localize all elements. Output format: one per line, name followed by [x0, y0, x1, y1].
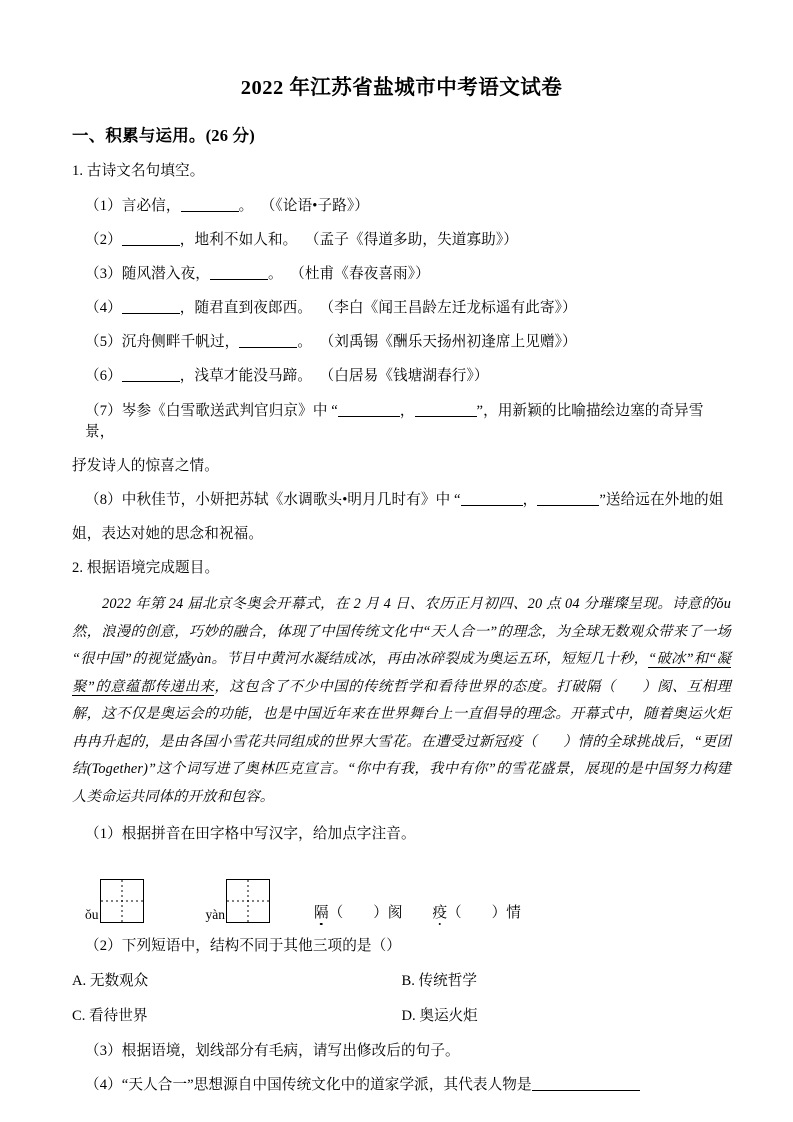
option-d-key: D.	[401, 1008, 416, 1025]
q2-sub-2-options	[72, 971, 731, 1027]
option-c-text: 看待世界	[89, 1008, 148, 1025]
q1-item-3-blank[interactable]	[210, 265, 268, 280]
q1-item-7-part1: 岑参《白雪歌送武判官归京》中 “	[121, 402, 338, 419]
q2-sub-1-label: （1）	[85, 825, 122, 842]
option-a[interactable]	[72, 971, 402, 992]
q1-item-1-after: 。	[238, 197, 254, 214]
option-b-key: B.	[401, 973, 415, 990]
tianzige-unit-1	[85, 879, 144, 923]
passage-part-5: ）阂、互相理解，这不仅是奥运会的功能，也是中国近年来在世界舞台上一直倡导的理念。开幕式中，随着奥运火炬冉冉升起的，是由各国小雪花共同组成的世界大雪花。在遭受过新冠疫（	[72, 678, 731, 750]
q2-sub-2-close: ）	[386, 938, 401, 955]
passage-part-3: 。节目中黄河水凝结成冰，再由冰碎裂成为奥运五环，短短几十秒，	[211, 651, 649, 668]
q1-item-6-label: （6）	[85, 368, 122, 385]
zhuyin-tail-yi: 情	[506, 904, 521, 921]
option-b[interactable]	[402, 971, 732, 992]
tianzige-box-1[interactable]	[100, 879, 144, 923]
tianzige-row	[72, 861, 731, 923]
q1-item-5-blank[interactable]	[239, 333, 297, 348]
zhuyin-item-ge	[314, 906, 402, 924]
option-b-text: 传统哲学	[418, 973, 477, 990]
reading-passage	[72, 591, 731, 811]
q1-item-1-source: （《论语•子路》）	[260, 197, 369, 214]
dotted-char-ge: 隔	[314, 904, 329, 921]
q1-item-7	[72, 401, 731, 443]
q1-item-3-label: （3）	[85, 265, 122, 282]
q1-item-6	[72, 366, 731, 387]
q1-item-2-source: （孟子《得道多助，失道寡助》）	[304, 231, 518, 248]
q1-item-5-label: （5）	[85, 334, 122, 351]
q1-item-8-blank-b[interactable]	[537, 491, 599, 506]
dotted-char-yi: 疫	[432, 904, 448, 921]
passage-underlined-segment: “破冰”和“凝聚”的意蕴都传递出来	[72, 651, 732, 695]
question-1-stem: 1. 古诗文名句填空。	[72, 163, 205, 180]
zhuyin-item-yi	[432, 906, 520, 924]
zhuyin-close-ge: ）	[373, 904, 388, 921]
q1-item-3-after: 。	[267, 265, 283, 282]
q1-item-4-after: ，随君直到夜郎西。	[179, 300, 313, 317]
q2-sub-3-text: 根据语境，划线部分有毛病，请写出修改后的句子。	[121, 1042, 460, 1059]
question-2-stem: 2. 根据语境完成题目。	[72, 560, 220, 577]
zhuyin-close-yi: ）	[491, 904, 507, 921]
option-c-key: C.	[72, 1008, 86, 1025]
q1-item-6-source: （白居易《钱塘湖春行》）	[319, 368, 489, 385]
q1-item-1	[72, 196, 731, 217]
q1-item-7-blank-b[interactable]	[415, 402, 477, 417]
q1-item-8-mid: ，	[522, 492, 538, 508]
q1-item-5-before: 沉舟侧畔千帆过，	[121, 334, 240, 351]
q2-sub-4-label: （4）	[85, 1076, 122, 1093]
q2-sub-2	[72, 936, 731, 957]
q1-item-8-part1: 中秋佳节，小妍把苏轼《水调歌头•明月几时有》中 “	[121, 492, 461, 508]
q1-item-4-source: （李白《闻王昌龄左迁龙标遥有此寄》）	[319, 300, 577, 317]
pinyin-label-yan: yàn	[205, 906, 225, 922]
q1-item-2-label: （2）	[85, 231, 122, 248]
option-d-text: 奥运火炬	[419, 1008, 478, 1025]
q1-item-3	[72, 264, 731, 285]
q1-item-6-after: ，浅草才能没马蹄。	[179, 368, 313, 385]
pinyin-label-ou: ǒu	[85, 906, 99, 922]
q1-item-7-blank-a[interactable]	[338, 402, 400, 417]
option-row-1	[72, 971, 731, 992]
q2-sub-2-text: 下列短语中，结构不同于其他三项的是（	[121, 938, 387, 955]
option-a-key: A.	[72, 973, 87, 990]
zhuyin-tail-ge: 阂	[387, 904, 403, 921]
q1-item-8-cont: 姐，表达对她的思念和祝福。	[72, 526, 264, 543]
q1-item-8-label: （8）	[85, 492, 122, 508]
q1-item-3-before: 随风潜入夜，	[121, 265, 210, 282]
passage-pinyin-ou: ǒu	[716, 596, 731, 613]
option-d[interactable]	[402, 1006, 732, 1027]
q1-item-8	[72, 490, 731, 511]
q1-item-5-after: 。	[297, 334, 313, 351]
q1-item-8-part2: ”送给远在外地的姐	[599, 492, 724, 508]
passage-pinyin-yan: yàn	[190, 651, 212, 668]
q2-sub-1-text: 根据拼音在田字格中写汉字，给加点字注音。	[121, 825, 416, 842]
q1-item-6-blank[interactable]	[122, 368, 180, 383]
section-heading: 一、积累与运用。(26 分)	[72, 125, 255, 145]
q1-item-7-part2: ”，用新颖的比喻描绘边塞的奇异雪景，	[85, 402, 704, 440]
q2-sub-4-text: “天人合一”思想源自中国传统文化中的道家学派，其代表人物是	[121, 1076, 532, 1093]
q1-item-4-blank[interactable]	[122, 299, 180, 314]
tianzige-unit-2	[206, 879, 271, 923]
page-title: 2022 年江苏省盐城市中考语文试卷	[240, 77, 563, 99]
option-a-text: 无数观众	[89, 973, 149, 990]
passage-part-1: 2022 年第 24 届北京冬奥会开幕式，在 2 月 4 日、农历正月初四、20 点 04 分璀璨呈现。诗意的	[102, 596, 717, 613]
q1-item-8-blank-a[interactable]	[461, 491, 523, 506]
zhuyin-open-yi: （	[447, 904, 462, 921]
option-row-2	[72, 1006, 731, 1027]
q1-item-2-blank[interactable]	[122, 231, 180, 246]
q1-item-7-mid: ，	[399, 402, 415, 419]
q1-item-1-before: 言必信，	[121, 197, 181, 214]
q2-sub-3-label: （3）	[85, 1042, 122, 1059]
q2-sub-1	[72, 824, 731, 845]
q2-sub-2-label: （2）	[85, 938, 122, 955]
option-c[interactable]	[72, 1006, 402, 1027]
q1-item-1-label: （1）	[85, 197, 122, 214]
q2-sub-4-answer-blank[interactable]	[532, 1076, 640, 1091]
q1-item-4	[72, 298, 731, 319]
q1-item-1-blank[interactable]	[181, 197, 239, 212]
q1-item-2-after: ，地利不如人和。	[179, 231, 298, 248]
q1-item-3-source: （杜甫《春夜喜雨》）	[290, 265, 430, 282]
q1-item-5-source: （刘禹锡《酬乐天扬州初逢席上见赠》）	[319, 334, 577, 351]
q1-item-4-label: （4）	[85, 300, 122, 317]
q1-item-5	[72, 332, 731, 353]
q2-sub-4	[72, 1075, 731, 1096]
q1-item-7-cont: 抒发诗人的惊喜之情。	[72, 457, 219, 474]
zhuyin-open-ge: （	[328, 904, 344, 921]
q2-sub-3	[72, 1041, 731, 1062]
passage-part-4: ，这包含了不少中国的传统哲学和看待世界的态度。打破隔（	[214, 678, 616, 695]
passage-part-2: 然，浪漫的创意，巧妙的融合，体现了中国传统文化中“天人合一”的理念，为全球无数观众带来了一场“很中国”的视觉盛	[72, 623, 731, 668]
passage-part-6: ）情的全球挑战后，“更团结(Together)”这个词写进了奥林匹克宣言。“你中有我，我中有你”的雪花盛景，展现的是中国努力构建人类命运共同体的开放和包容。	[72, 733, 732, 805]
q1-item-7-label: （7）	[85, 402, 122, 419]
tianzige-box-2[interactable]	[226, 879, 270, 923]
q1-item-2	[72, 230, 731, 251]
